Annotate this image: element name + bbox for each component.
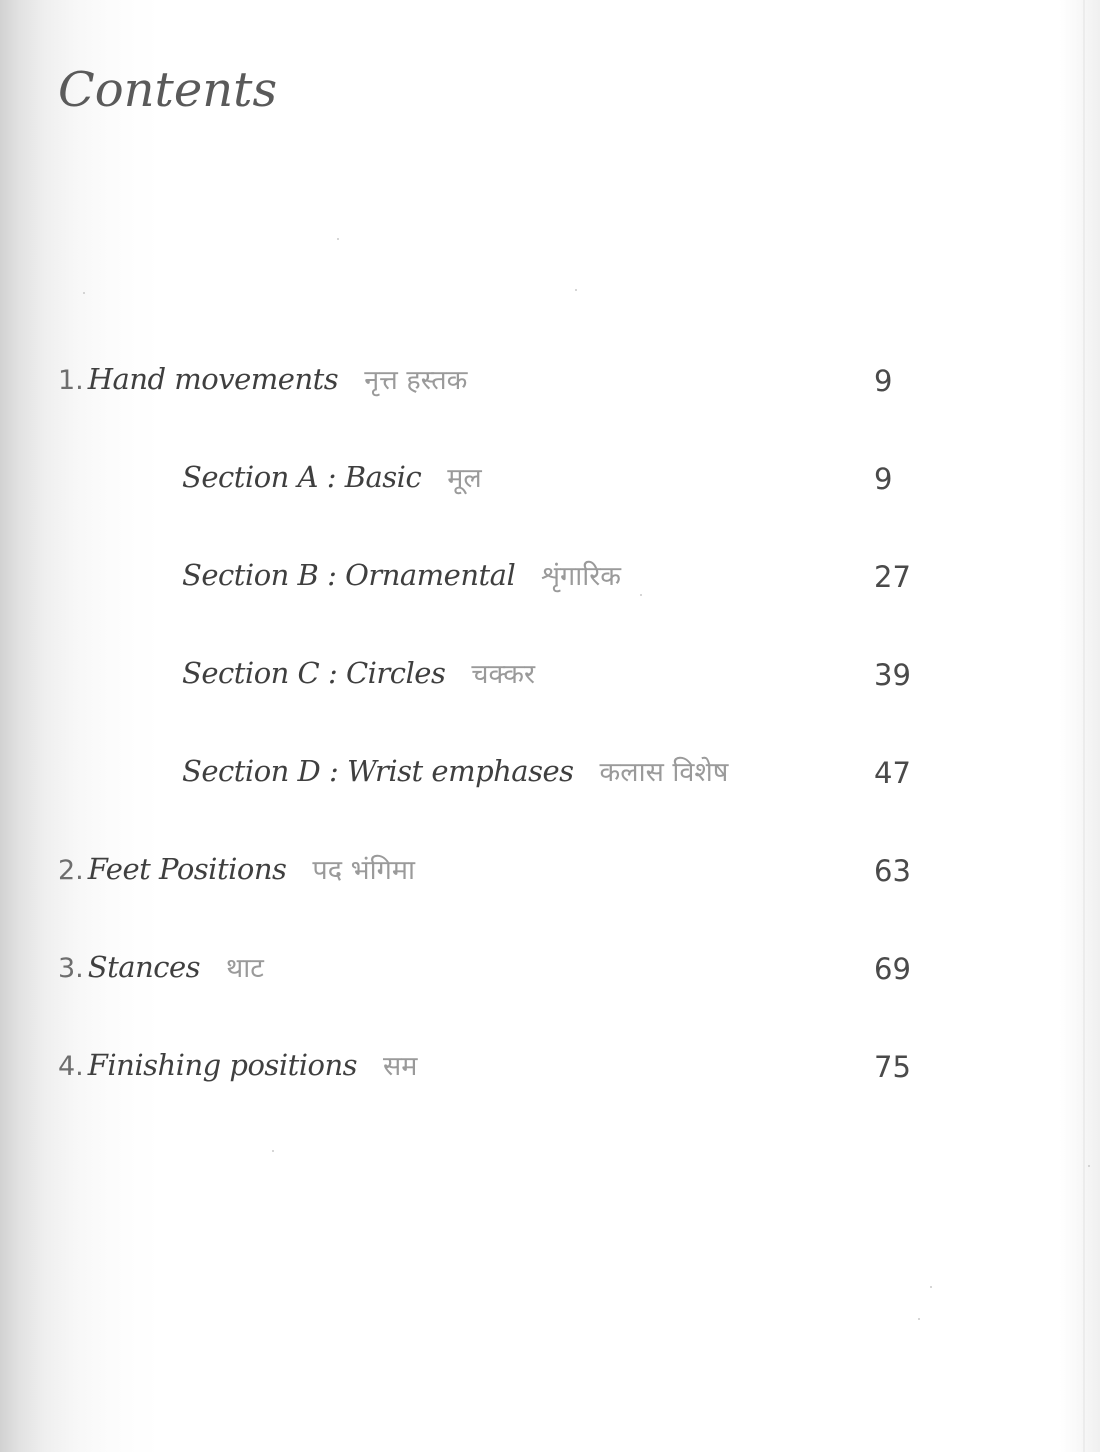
toc-entry-finishing-positions xyxy=(58,1046,417,1090)
toc-entry-hindi-title: थाट xyxy=(226,953,264,984)
toc-entry-title: Section D : Wrist emphases xyxy=(182,754,574,788)
toc-entry-section-a xyxy=(182,458,482,502)
toc-entry-title: Hand movements xyxy=(87,362,339,396)
toc-entry-number: 2. xyxy=(58,855,84,886)
toc-page-number: 47 xyxy=(874,756,911,790)
toc-entry-section-b xyxy=(182,556,621,600)
toc-entry-hindi-title: शृंगारिक xyxy=(541,561,621,592)
paper-speck xyxy=(930,1286,932,1288)
paper-speck xyxy=(640,594,642,596)
toc-entry-title: Section C : Circles xyxy=(182,656,446,690)
toc-entry-hindi-title: पद भंगिमा xyxy=(312,855,415,886)
toc-entry-number: 4. xyxy=(58,1051,84,1082)
toc-entry-section-d xyxy=(182,752,728,796)
toc-entry-hindi-title: चक्कर xyxy=(471,659,535,690)
toc-page-number: 9 xyxy=(874,462,893,496)
toc-page-number: 39 xyxy=(874,658,911,692)
toc-entry-hand-movements xyxy=(58,360,467,404)
toc-entry-hindi-title: कलास विशेष xyxy=(599,757,729,788)
toc-entry-feet-positions xyxy=(58,850,415,894)
toc-entry-title: Finishing positions xyxy=(87,1048,358,1082)
toc-entry-number: 3. xyxy=(58,953,84,984)
toc-entry-number: 1. xyxy=(58,365,84,396)
page-title: Contents xyxy=(58,62,278,118)
toc-page-number: 9 xyxy=(874,364,893,398)
toc-entry-title: Stances xyxy=(87,950,201,984)
toc-entry-title: Section B : Ornamental xyxy=(182,558,516,592)
toc-page-number: 75 xyxy=(874,1050,911,1084)
toc-entry-hindi-title: नृत्त हस्तक xyxy=(364,365,468,396)
toc-entry-section-c xyxy=(182,654,535,698)
toc-page-number: 63 xyxy=(874,854,911,888)
toc-page-number: 69 xyxy=(874,952,911,986)
toc-entry-hindi-title: मूल xyxy=(447,463,482,494)
toc-entry-title: Section A : Basic xyxy=(182,460,422,494)
toc-entry-title: Feet Positions xyxy=(87,852,287,886)
paper-speck xyxy=(918,1318,920,1320)
toc-entry-stances xyxy=(58,948,264,992)
paper-speck xyxy=(337,238,339,240)
paper-speck xyxy=(575,289,577,291)
paper-speck xyxy=(272,1150,274,1152)
paper-speck xyxy=(1088,1165,1090,1167)
toc-page-number: 27 xyxy=(874,560,911,594)
toc-entry-hindi-title: सम xyxy=(383,1051,418,1082)
paper-speck xyxy=(83,292,85,294)
